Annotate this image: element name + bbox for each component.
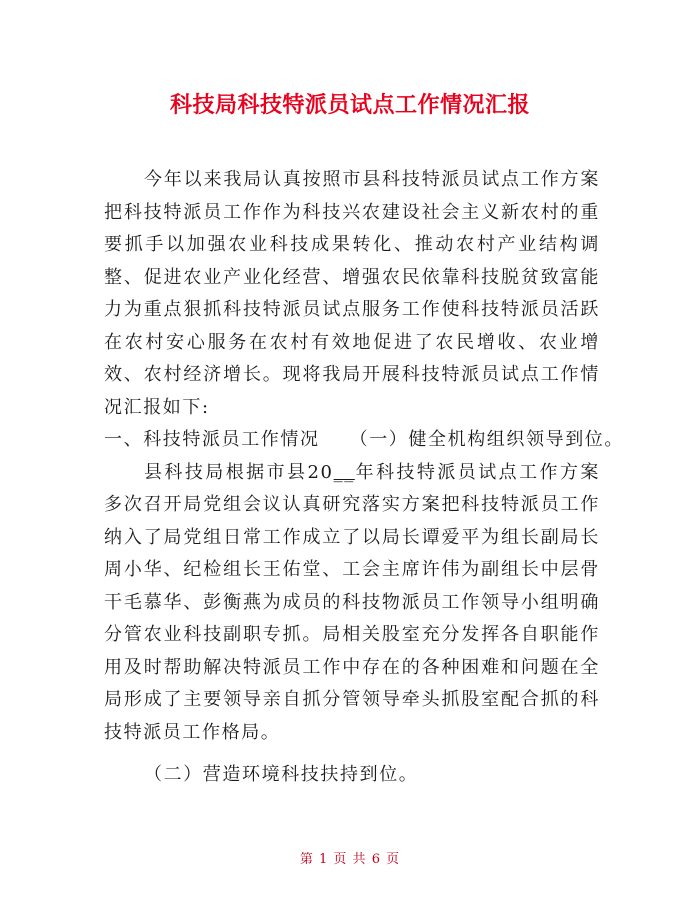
- paragraph-two-start: 县科技局根据市县20: [144, 461, 334, 483]
- section-one-heading: 一、科技特派员工作情况: [104, 429, 320, 450]
- subsection-one-heading: （一）健全机构组织领导到位。: [349, 429, 625, 450]
- year-blank: __: [333, 461, 355, 483]
- section-one-line: [104, 424, 625, 457]
- intro-paragraph: 今年以来我局认真按照市县科技特派员试点工作方案把科技特派员工作作为科技兴农建设社会主义新农村的重要抓手以加强农业科技成果转化、推动农村产业结构调整、促进农业产业化经营、增强农民依靠科技脱贫致富能力为重点狠抓科技特派员试点服务工作使科技特派员活跃在农村安心服务在农村有效地促进了农民增收、农业增效、农村经济增长。现将我局开展科技特派员试点工作情况汇报如下:: [104, 169, 600, 418]
- document-title: 科技局科技特派员试点工作情况汇报: [169, 93, 530, 118]
- subsection-two-heading: （二）营造环境科技扶持到位。: [144, 764, 419, 785]
- document-body: [104, 164, 625, 792]
- page-footer: 第 1 页 共 6 页: [299, 852, 401, 867]
- paragraph-two: [104, 457, 600, 750]
- paragraph-two-rest: 年科技特派员试点工作方案多次召开局党组会议认真研究落实方案把科技特派员工作纳入了局党组日常工作成立了以局长谭爱平为组长副局长周小华、纪检组长王佑堂、工会主席许伟为副组长中层骨干毛慕华、彭衡燕为成员的科技物派员工作领导小组明确分管农业科技副职专抓。局相关股室充分发挥各自职能作用及时帮助解决特派员工作中存在的各种困难和问题在全局形成了主要领导亲自抓分管领导牵头抓股室配合抓的科技特派员工作格局。: [104, 461, 601, 743]
